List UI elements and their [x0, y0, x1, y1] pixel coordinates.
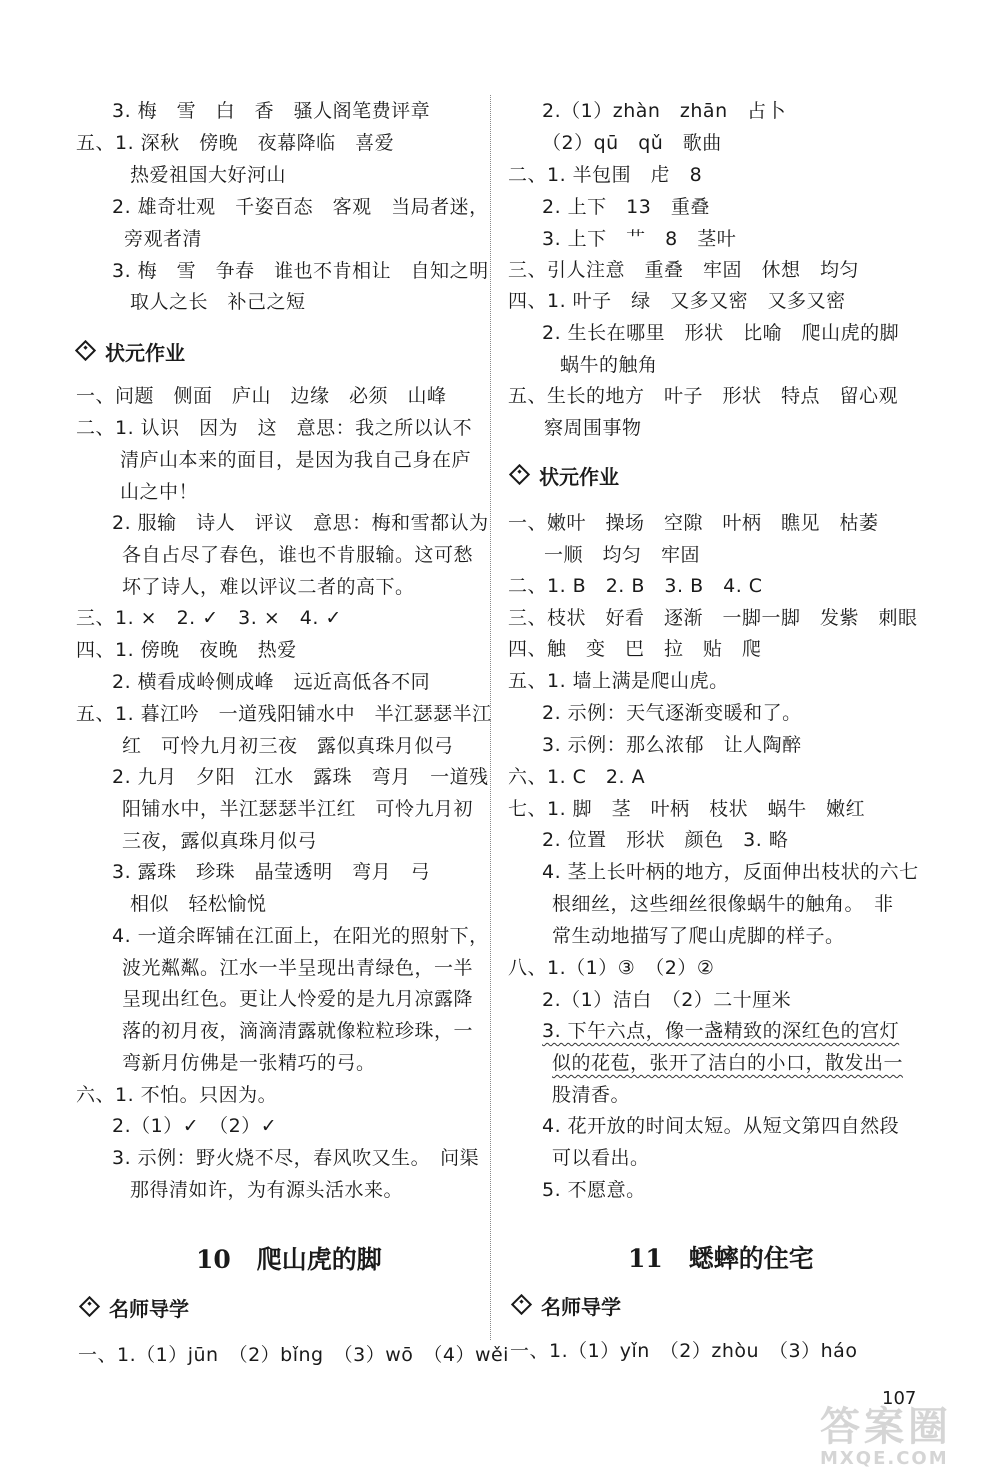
answer-line: 相似 轻松愉悦 — [130, 893, 267, 915]
answer-line: 七、1. 脚 茎 叶柄 枝状 蜗牛 嫩红 — [508, 798, 866, 820]
answer-line: 2. 上下 13 重叠 — [542, 196, 710, 218]
answer-line: 2. 生长在哪里 形状 比喻 爬山虎的脚 — [542, 322, 900, 344]
answer-line: 四、1. 叶子 绿 又多又密 又多又密 — [508, 290, 846, 312]
answer-line: 常生动地描写了爬山虎脚的样子。 — [552, 925, 845, 947]
answer-line: 热爱祖国大好河山 — [130, 164, 287, 186]
answer-line: 2.（1）zhàn zhān 占卜 — [542, 100, 787, 122]
answer-line: 根细丝，这些细丝很像蜗牛的触角。 非 — [552, 893, 894, 915]
answer-line: 五、1. 暮江吟 一道残阳铺水中 半江瑟瑟半江 — [76, 703, 492, 725]
answer-line: 3. 示例：野火烧不尽，春风吹又生。 问渠 — [112, 1147, 480, 1169]
answer-line: 3. 露珠 珍珠 晶莹透明 弯月 弓 — [112, 861, 431, 883]
answer-line: 五、生长的地方 叶子 形状 特点 留心观 — [508, 385, 899, 407]
section-heading: 名师导学 — [514, 1294, 621, 1320]
diamond-icon — [511, 1294, 532, 1315]
answer-line: 3. 梅 雪 争春 谁也不肯相让 自知之明 — [112, 260, 489, 282]
answer-line: 五、1. 墙上满是爬山虎。 — [508, 670, 729, 692]
answer-line: 坏了诗人，难以评议二者的高下。 — [122, 576, 415, 598]
page-number: 107 — [882, 1388, 917, 1409]
answer-line: 4. 一道余晖铺在江面上，在阳光的照射下， — [112, 925, 489, 947]
answer-line: 2. 雄奇壮观 千姿百态 客观 当局者迷， — [112, 196, 489, 218]
answer-line: 3. 上下 艹 8 茎叶 — [542, 228, 737, 250]
answer-line: 二、1. B 2. B 3. B 4. C — [508, 575, 763, 597]
lesson-title: 10 爬山虎的脚 — [196, 1245, 382, 1274]
answer-line: 蜗牛的触角 — [560, 354, 658, 376]
answer-line: 弯新月仿佛是一张精巧的弓。 — [122, 1052, 376, 1074]
lesson-title: 11 蟋蟀的住宅 — [628, 1244, 814, 1273]
answer-line: 山之中！ — [120, 481, 199, 503]
answer-line: 取人之长 补己之短 — [130, 291, 306, 313]
answer-line: 四、触 变 巴 拉 贴 爬 — [508, 638, 762, 660]
answer-line: 察周围事物 — [544, 417, 642, 439]
section-heading: 名师导学 — [82, 1296, 189, 1322]
diamond-icon — [509, 464, 530, 485]
answer-line: 六、1. C 2. A — [508, 766, 646, 788]
answer-line: 一、嫩叶 操场 空隙 叶柄 瞧见 枯萎 — [508, 512, 879, 534]
answer-line: 清庐山本来的面目，是因为我自己身在庐 — [120, 449, 472, 471]
answer-line: 呈现出红色。更让人怜爱的是九月凉露降 — [122, 988, 474, 1010]
diamond-icon — [75, 340, 96, 361]
answer-line: 红 可怜九月初三夜 露似真珠月似弓 — [122, 735, 454, 757]
answer-line: 六、1. 不怕。只因为。 — [76, 1084, 278, 1106]
answer-line: 三、1. × 2. ✓ 3. × 4. ✓ — [76, 607, 342, 629]
answer-line: 一顺 均匀 牢固 — [544, 544, 701, 566]
answer-line: 波光粼粼。江水一半呈现出青绿色，一半 — [122, 957, 474, 979]
answer-line: 4. 茎上长叶柄的地方，反面伸出枝状的六七 — [542, 861, 919, 883]
answer-line: 可以看出。 — [552, 1147, 650, 1169]
answer-line: 2. 横看成岭侧成峰 远近高低各不同 — [112, 671, 431, 693]
answer-line: 二、1. 半包围 虍 8 — [508, 164, 703, 186]
answer-line: 旁观者清 — [124, 228, 203, 250]
answer-line: 2.（1）洁白 （2）二十厘米 — [542, 989, 792, 1011]
answer-line: （2）qū qǔ 歌曲 — [542, 132, 722, 154]
answer-line: 2. 示例：天气逐渐变暖和了。 — [542, 702, 802, 724]
watermark: 答案圈 MXQE.COM — [820, 1404, 952, 1469]
section-heading: 状元作业 — [78, 340, 185, 366]
answer-line: 2.（1）✓ （2）✓ — [112, 1115, 278, 1137]
answer-line: 5. 不愿意。 — [542, 1179, 646, 1201]
answer-line: 阳铺水中，半江瑟瑟半江红 可怜九月初 — [122, 798, 474, 820]
answer-line: 3. 梅 雪 白 香 骚人阁笔费评章 — [112, 100, 431, 122]
answer-line: 一、1.（1）yǐn （2）zhòu （3）háo — [510, 1340, 858, 1362]
answer-line: 3. 示例：那么浓郁 让人陶醉 — [542, 734, 802, 756]
answer-line: 四、1. 傍晚 夜晚 热爱 — [76, 639, 297, 661]
answer-line: 三、引人注意 重叠 牢固 休想 均匀 — [508, 259, 860, 281]
answer-line: 一、问题 侧面 庐山 边缘 必须 山峰 — [76, 385, 447, 407]
answer-line: 2. 服输 诗人 评议 意思：梅和雪都认为 — [112, 512, 489, 534]
answer-line: 落的初月夜，滴滴清露就像粒粒珍珠，一 — [122, 1020, 474, 1042]
answer-line: 一、1.（1）jūn （2）bǐng （3）wō （4）wěi — [78, 1344, 509, 1366]
answer-line: 二、1. 认识 因为 这 意思：我之所以认不 — [76, 417, 473, 439]
answer-line: 各自占尽了春色，谁也不肯服输。这可愁 — [122, 544, 474, 566]
answer-line: 似的花苞，张开了洁白的小口，散发出一 — [552, 1052, 904, 1074]
answer-line: 3. 下午六点，像一盏精致的深红色的宫灯 — [542, 1020, 900, 1042]
answer-line: 五、1. 深秋 傍晚 夜幕降临 喜爱 — [76, 132, 395, 154]
answer-line: 4. 花开放的时间太短。从短文第四自然段 — [542, 1115, 900, 1137]
answer-line: 八、1.（1）③ （2）② — [508, 957, 715, 979]
diamond-icon — [79, 1296, 100, 1317]
answer-line: 那得清如许，为有源头活水来。 — [130, 1179, 404, 1201]
answer-line: 2. 位置 形状 颜色 3. 略 — [542, 829, 789, 851]
answer-line: 2. 九月 夕阳 江水 露珠 弯月 一道残 — [112, 766, 489, 788]
section-heading: 状元作业 — [512, 464, 619, 490]
answer-line: 三、枝状 好看 逐渐 一脚一脚 发紫 刺眼 — [508, 607, 918, 629]
answer-line: 三夜，露似真珠月似弓 — [122, 830, 318, 852]
answer-line: 股清香。 — [552, 1084, 631, 1106]
